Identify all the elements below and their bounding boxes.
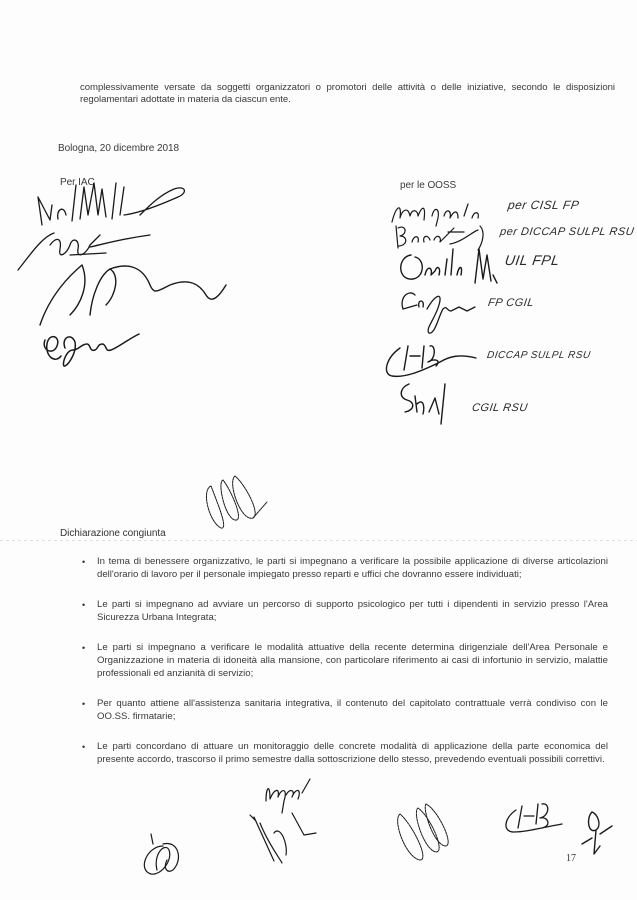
declaration-item: • Le parti si impegnano a verificare le modalità attuative della recente determina dirigenziale dell'Area Personale e Organizzazione in materia di idoneità alla mansione, con particolare riferimento ai casi di infortunio in servizio, malattie professionali ed anzianità di servizio; bbox=[82, 642, 608, 679]
initials-bottom-2 bbox=[240, 773, 330, 873]
signature-ooss-6 bbox=[395, 380, 465, 435]
annotation-cgil-rsu: CGIL RSU bbox=[471, 402, 529, 414]
annotation-fp-cgil: FP CGIL bbox=[487, 297, 535, 309]
initials-bottom-5 bbox=[578, 808, 618, 863]
declaration-item: • Le parti si impegnano ad avviare un percorso di supporto psicologico per tutti i dipendenti in servizio presso l'Area Sicurezza Urbana Integrata; bbox=[82, 599, 608, 623]
page-number: 17 bbox=[566, 853, 576, 864]
declaration-item: • Per quanto attiene all'assistenza sanitaria integrativa, il contenuto del capitolato contrattuale verrà condiviso con le OO.SS. firmatarie; bbox=[82, 698, 608, 722]
declaration-item: • In tema di benessere organizzativo, le parti si impegnano a verificare la possibile applicazione di diverse articolazioni dell'orario di lavoro per il personale impiegato presso reparti e uffici che dovranno essere individuati; bbox=[82, 556, 608, 580]
signature-ooss-4 bbox=[395, 285, 495, 340]
signature-iac-4 bbox=[35, 320, 145, 375]
signatory-label-iac: Per IAC bbox=[60, 177, 95, 188]
annotation-cisl-fp: per CISL FP bbox=[507, 198, 581, 212]
annotation-uil-fpl: UIL FPL bbox=[503, 252, 561, 268]
annotation-diccap-sulpl-rsu-2: DICCAP SULPL RSU bbox=[486, 350, 592, 361]
bullet-icon: • bbox=[82, 643, 86, 654]
initials-bottom-4 bbox=[500, 800, 570, 845]
annotation-diccap-sulpl-rsu: per DICCAP SULPL RSU bbox=[499, 226, 635, 238]
bullet-icon: • bbox=[82, 600, 86, 611]
signature-middle bbox=[195, 472, 275, 537]
declaration-title: Dichiarazione congiunta bbox=[60, 528, 166, 539]
initials-bottom-1 bbox=[133, 830, 193, 885]
bullet-icon: • bbox=[82, 699, 86, 710]
declarations-list bbox=[83, 556, 608, 780]
initials-bottom-3 bbox=[392, 800, 462, 870]
bullet-icon: • bbox=[82, 557, 86, 567]
declaration-item: • Le parti concordano di attuare un monitoraggio delle concrete modalità di applicazione della parte economica del presente accordo, trascorso il primo semestre dalla sottoscrizione dello stesso, prevedendo eventuali possibili correttivi. bbox=[82, 741, 608, 765]
signatory-label-ooss: per le OOSS bbox=[400, 180, 457, 191]
intro-paragraph: complessivamente versate da soggetti organizzatori o promotori delle attività o delle iniziative, secondo le disposizioni regolamentari adottate in materia da ciascun ente. bbox=[80, 81, 615, 106]
place-and-date: Bologna, 20 dicembre 2018 bbox=[58, 143, 180, 154]
bullet-icon: • bbox=[82, 742, 86, 753]
